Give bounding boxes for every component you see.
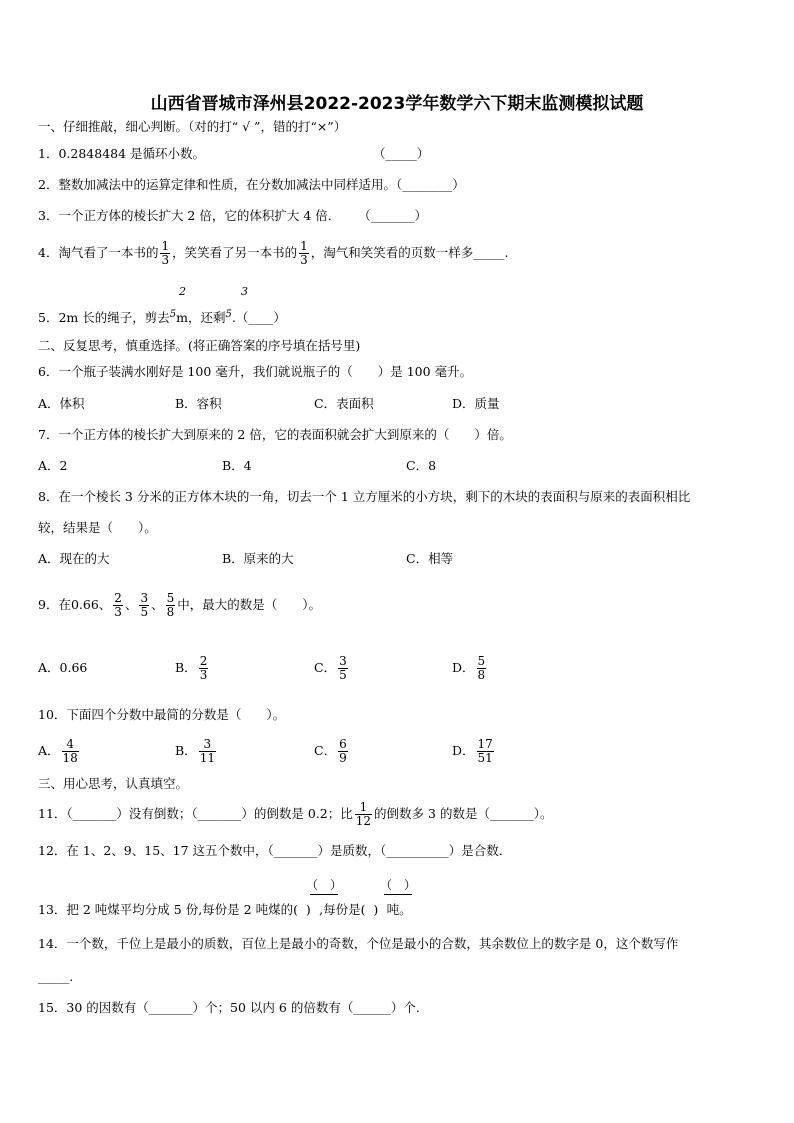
fraction-numerator: 1: [300, 239, 308, 253]
fraction-one-third-2: [299, 240, 309, 267]
question-1-answer-blank[interactable]: （_____）: [373, 146, 430, 161]
question-1: [38, 146, 430, 162]
q6-option-b[interactable]: B．容积: [175, 396, 222, 411]
question-4-part-a: 4．淘气看了一本书的: [38, 245, 159, 260]
q9-fraction-1: [113, 592, 123, 619]
option-label: B．: [175, 743, 197, 758]
question-13-part-b: ,每份是: [319, 902, 361, 917]
fraction-numerator: 17: [477, 737, 493, 751]
q9-option-d-fraction: [477, 655, 487, 682]
q7-option-a[interactable]: A．2: [38, 458, 68, 473]
fraction-denominator: 8: [166, 605, 175, 619]
question-7: 7．一个正方体的棱长扩大到原来的 2 倍，它的表面积就会扩大到原来的（ ）倍。: [38, 427, 512, 442]
q10-option-b-fraction: [199, 738, 216, 765]
fraction-denominator: 5: [140, 605, 149, 619]
fraction-numerator: 4: [66, 737, 74, 751]
question-11-part-a: 11．（_______）没有倒数；（_______）的倒数是 0.2；比: [38, 806, 353, 821]
q5-fraction-1-numerator: 2: [179, 285, 186, 298]
fraction-denominator: 11: [199, 751, 215, 765]
fraction-denominator: 9: [339, 751, 347, 765]
question-15: 15．30 的因数有（_______）个；50 以内 6 的倍数有（______）个.: [38, 1000, 420, 1015]
option-label: C．: [314, 660, 337, 675]
question-13-part-a: 13．把 2 吨煤平均分成 5 份,每份是 2 吨煤的: [38, 902, 294, 917]
q10-option-d-fraction: [477, 738, 494, 765]
fraction-numerator: 3: [203, 737, 212, 751]
question-3-text: 3．一个正方体的棱长扩大 2 倍，它的体积扩大 4 倍．: [38, 208, 341, 223]
question-2: 2．整数加减法中的运算定律和性质，在分数加减法中同样适用。（________）: [38, 177, 465, 192]
question-5-part-b: .（____）: [231, 310, 286, 325]
question-1-text: 1．0.2848484 是循环小数。: [38, 146, 206, 161]
section-3-heading: 三、用心思考，认真填空。: [38, 776, 189, 791]
fraction-denominator: 5: [339, 668, 347, 682]
q6-option-c[interactable]: C．表面积: [314, 396, 374, 411]
q9-option-a[interactable]: A．0.66: [38, 660, 88, 675]
fraction-denominator: 8: [477, 668, 486, 682]
q10-option-c-fraction: [338, 738, 348, 765]
q7-option-c[interactable]: C．8: [406, 458, 437, 473]
q9-option-c[interactable]: [314, 653, 350, 683]
q6-option-d[interactable]: D．质量: [452, 396, 500, 411]
question-13-part-c: 吨。: [386, 902, 412, 917]
question-11: [38, 799, 552, 829]
q6-option-a[interactable]: A．体积: [38, 396, 85, 411]
question-13: [38, 902, 412, 918]
q13-denominator-blank-1[interactable]: ( ): [293, 902, 311, 917]
q8-option-a[interactable]: A．现在的大: [38, 551, 110, 566]
fraction-denominator: 3: [161, 253, 170, 267]
fraction-numerator: 2: [114, 591, 122, 605]
fraction-numerator: 5: [477, 654, 486, 668]
q9-option-b-fraction: [199, 655, 209, 682]
q13-fraction-bar-2: [384, 894, 412, 895]
q8-option-c[interactable]: C．相等: [406, 551, 454, 566]
question-4-part-b: ，笑笑看了另一本书的: [172, 245, 298, 260]
question-5-part-m: m，还剩: [176, 310, 226, 325]
question-12: 12．在 1、2、9、15、17 这五个数中，（_______）是质数，（__________）是合数．: [38, 843, 512, 858]
fraction-denominator: 3: [199, 668, 208, 682]
fraction-numerator: 6: [339, 737, 347, 751]
q9-option-b[interactable]: [175, 653, 210, 683]
q9-fraction-3: [166, 592, 176, 619]
fraction-numerator: 2: [199, 654, 208, 668]
fraction-denominator: 51: [477, 751, 493, 765]
question-4: [38, 238, 509, 268]
separator: 、: [151, 597, 164, 612]
fraction-denominator: 18: [62, 751, 78, 765]
q5-fraction-1-denominator: 5: [169, 309, 177, 320]
q13-fraction-bar-1: [310, 894, 338, 895]
question-9-part-a: 9．在0.66、: [38, 597, 112, 612]
q9-option-d[interactable]: [452, 653, 488, 683]
fraction-one-twelfth: [355, 801, 372, 828]
q9-option-c-fraction: [338, 655, 348, 682]
q10-option-d[interactable]: [452, 736, 496, 766]
q9-fraction-2: [139, 592, 149, 619]
numerator-blank: （ ）: [380, 878, 417, 892]
q7-option-b[interactable]: B．4: [222, 458, 252, 473]
q10-option-a[interactable]: [38, 736, 81, 766]
numerator-blank: （ ）: [306, 878, 343, 892]
question-14-line-2: _____.: [38, 969, 74, 984]
fraction-denominator: 12: [355, 814, 372, 828]
q13-denominator-blank-2[interactable]: ( ): [360, 902, 379, 917]
question-3-answer-blank[interactable]: （_______）: [358, 208, 428, 223]
question-8-line-1: 8．在一个棱长 3 分米的正方体木块的一角，切去一个 1 立方厘米的小方块，剩下的木块的表面积与原来的表面积相比: [38, 489, 691, 504]
question-3: [38, 208, 427, 224]
q5-fraction-2-numerator: 3: [241, 285, 248, 298]
q5-fraction-2-denominator: 5: [225, 309, 232, 320]
question-10: 10．下面四个分数中最简的分数是（ ）。: [38, 707, 286, 722]
question-5: [38, 310, 286, 328]
fraction-one-third: [160, 240, 170, 267]
question-11-part-b: 的倒数多 3 的数是（_______）。: [374, 806, 553, 821]
question-8-line-2: 较，结果是（ ）。: [38, 520, 157, 535]
fraction-numerator: 1: [161, 239, 170, 253]
q10-option-a-fraction: [62, 738, 79, 765]
fraction-denominator: 3: [114, 605, 122, 619]
q13-fraction-blank-2[interactable]: [380, 878, 416, 892]
q10-option-c[interactable]: [314, 736, 350, 766]
section-2-heading: 二、反复思考，慎重选择。(将正确答案的序号填在括号里): [38, 338, 361, 353]
option-label: A．: [38, 743, 60, 758]
fraction-numerator: 5: [166, 591, 175, 605]
option-label: B．: [175, 660, 197, 675]
fraction-denominator: 3: [300, 253, 308, 267]
question-6: 6．一个瓶子装满水刚好是 100 毫升，我们就说瓶子的（ ）是 100 毫升。: [38, 364, 473, 379]
separator: 、: [124, 597, 138, 612]
option-label: C．: [314, 743, 337, 758]
option-label: D．: [452, 660, 475, 675]
question-5-part-a: 5．2m 长的绳子，剪去: [38, 310, 170, 325]
page-title: 山西省晋城市泽州县2022-2023学年数学六下期末监测模拟试题: [150, 94, 644, 114]
fraction-numerator: 3: [140, 591, 149, 605]
q13-fraction-blank-1[interactable]: [306, 878, 342, 892]
question-14-line-1: 14．一个数，千位上是最小的质数，百位上是最小的奇数，个位是最小的合数，其余数位上的数字是 0，这个数写作: [38, 936, 679, 951]
section-1-heading: 一、仔细推敲，细心判断。（对的打“ √ ”，错的打“×”）: [38, 119, 347, 134]
question-9-part-b: 中，最大的数是（ ）。: [177, 597, 322, 612]
fraction-numerator: 1: [359, 800, 368, 814]
question-4-part-c: ，淘气和笑笑看的页数一样多_____.: [310, 245, 509, 260]
q10-option-b[interactable]: [175, 736, 218, 766]
fraction-numerator: 3: [339, 654, 347, 668]
q8-option-b[interactable]: B．原来的大: [222, 551, 294, 566]
question-9: [38, 590, 321, 620]
option-label: D．: [452, 743, 475, 758]
